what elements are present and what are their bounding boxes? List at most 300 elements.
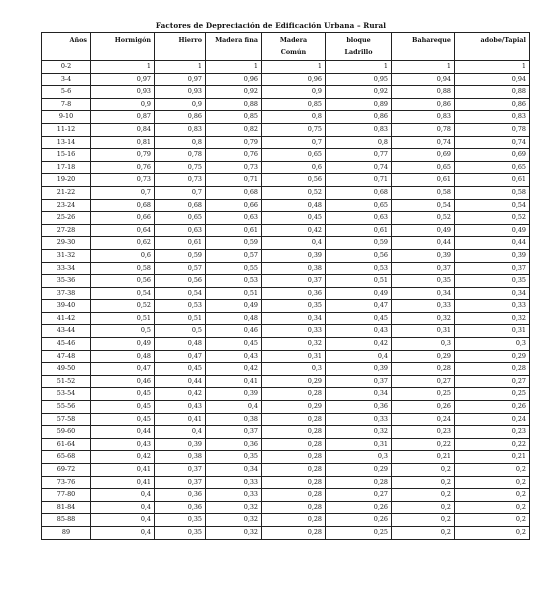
table-row: [42, 501, 530, 514]
age-range-cell: 53-54: [42, 388, 91, 401]
table-row: [42, 413, 530, 426]
factor-cell: 0,22: [455, 438, 530, 451]
factor-cell: 0,51: [326, 275, 392, 288]
age-range-cell: 11-12: [42, 123, 91, 136]
factor-cell: 0,79: [206, 136, 262, 149]
factor-cell: 0,43: [91, 438, 155, 451]
age-range-cell: 19-20: [42, 174, 91, 187]
header-row: [42, 33, 530, 61]
factor-cell: 0,33: [206, 489, 262, 502]
factor-cell: 0,83: [392, 111, 455, 124]
factor-cell: 0,4: [155, 426, 206, 439]
factor-cell: 0,32: [455, 312, 530, 325]
factor-cell: 0,4: [326, 350, 392, 363]
factor-cell: 0,38: [155, 451, 206, 464]
factor-cell: 0,9: [91, 98, 155, 111]
age-range-cell: 29-30: [42, 237, 91, 250]
table-row: [42, 98, 530, 111]
table-row: [42, 212, 530, 225]
header-hormigon: Hormigón: [91, 33, 155, 61]
factor-cell: 0,92: [326, 86, 392, 99]
factor-cell: 0,44: [455, 237, 530, 250]
factor-cell: 0,4: [91, 514, 155, 527]
factor-cell: 0,33: [262, 325, 326, 338]
table-row: [42, 401, 530, 414]
factor-cell: 0,35: [155, 514, 206, 527]
factor-cell: 0,32: [206, 514, 262, 527]
factor-cell: 0,63: [326, 212, 392, 225]
factor-cell: 0,52: [455, 212, 530, 225]
header-bloque-ladrillo: bloque Ladrillo: [326, 33, 392, 61]
factor-cell: 0,77: [326, 149, 392, 162]
factor-cell: 0,35: [392, 275, 455, 288]
factor-cell: 0,47: [326, 300, 392, 313]
factor-cell: 0,54: [91, 287, 155, 300]
factor-cell: 0,28: [262, 514, 326, 527]
factor-cell: 0,52: [392, 212, 455, 225]
factor-cell: 0,53: [155, 300, 206, 313]
factor-cell: 1: [262, 61, 326, 74]
factor-cell: 0,33: [392, 300, 455, 313]
factor-cell: 0,4: [206, 401, 262, 414]
factor-cell: 0,4: [91, 501, 155, 514]
factor-cell: 0,28: [262, 501, 326, 514]
factor-cell: 0,39: [262, 249, 326, 262]
factor-cell: 0,95: [326, 73, 392, 86]
factor-cell: 0,83: [455, 111, 530, 124]
factor-cell: 0,29: [262, 375, 326, 388]
factor-cell: 0,39: [206, 388, 262, 401]
table-row: [42, 476, 530, 489]
factor-cell: 0,83: [326, 123, 392, 136]
factor-cell: 0,41: [206, 375, 262, 388]
factor-cell: 0,73: [206, 161, 262, 174]
factor-cell: 0,57: [155, 262, 206, 275]
factor-cell: 0,2: [455, 489, 530, 502]
factor-cell: 0,63: [206, 212, 262, 225]
factor-cell: 0,36: [326, 401, 392, 414]
factor-cell: 0,78: [455, 123, 530, 136]
factor-cell: 0,86: [392, 98, 455, 111]
factor-cell: 0,66: [206, 199, 262, 212]
factor-cell: 0,52: [262, 186, 326, 199]
factor-cell: 0,88: [455, 86, 530, 99]
factor-cell: 0,44: [392, 237, 455, 250]
table-row: [42, 73, 530, 86]
factor-cell: 0,23: [392, 426, 455, 439]
factor-cell: 0,94: [392, 73, 455, 86]
factor-cell: 0,58: [455, 186, 530, 199]
age-range-cell: 17-18: [42, 161, 91, 174]
factor-cell: 0,9: [262, 86, 326, 99]
factor-cell: 0,85: [206, 111, 262, 124]
factor-cell: 0,61: [392, 174, 455, 187]
factor-cell: 0,37: [206, 426, 262, 439]
factor-cell: 0,29: [392, 350, 455, 363]
age-range-cell: 57-58: [42, 413, 91, 426]
table-row: [42, 375, 530, 388]
factor-cell: 0,64: [91, 224, 155, 237]
factor-cell: 0,2: [455, 476, 530, 489]
factor-cell: 0,28: [262, 464, 326, 477]
factor-cell: 0,27: [455, 375, 530, 388]
age-range-cell: 45-46: [42, 338, 91, 351]
factor-cell: 0,82: [206, 123, 262, 136]
factor-cell: 0,58: [392, 186, 455, 199]
factor-cell: 0,25: [455, 388, 530, 401]
table-row: [42, 489, 530, 502]
factor-cell: 0,33: [455, 300, 530, 313]
factor-cell: 1: [455, 61, 530, 74]
factor-cell: 0,59: [326, 237, 392, 250]
factor-cell: 0,23: [455, 426, 530, 439]
factor-cell: 0,4: [91, 489, 155, 502]
factor-cell: 0,21: [455, 451, 530, 464]
factor-cell: 0,49: [455, 224, 530, 237]
factor-cell: 0,49: [326, 287, 392, 300]
factor-cell: 0,34: [455, 287, 530, 300]
factor-cell: 0,2: [392, 514, 455, 527]
age-range-cell: 39-40: [42, 300, 91, 313]
factor-cell: 0,49: [392, 224, 455, 237]
factor-cell: 0,7: [91, 186, 155, 199]
factor-cell: 0,75: [262, 123, 326, 136]
factor-cell: 0,85: [262, 98, 326, 111]
factor-cell: 0,3: [262, 363, 326, 376]
factor-cell: 0,28: [262, 438, 326, 451]
factor-cell: 0,39: [326, 363, 392, 376]
age-range-cell: 47-48: [42, 350, 91, 363]
factor-cell: 0,48: [262, 199, 326, 212]
factor-cell: 0,78: [392, 123, 455, 136]
factor-cell: 0,65: [262, 149, 326, 162]
factor-cell: 0,44: [91, 426, 155, 439]
table-row: [42, 275, 530, 288]
factor-cell: 0,51: [206, 287, 262, 300]
factor-cell: 0,28: [262, 489, 326, 502]
factor-cell: 0,32: [206, 526, 262, 539]
factor-cell: 0,27: [326, 489, 392, 502]
factor-cell: 0,68: [326, 186, 392, 199]
factor-cell: 0,51: [91, 312, 155, 325]
table-row: [42, 86, 530, 99]
depreciation-table: [41, 32, 530, 540]
table-row: [42, 451, 530, 464]
table-row: [42, 526, 530, 539]
factor-cell: 0,2: [392, 476, 455, 489]
factor-cell: 0,73: [155, 174, 206, 187]
factor-cell: 0,47: [91, 363, 155, 376]
factor-cell: 0,86: [455, 98, 530, 111]
factor-cell: 0,89: [326, 98, 392, 111]
factor-cell: 0,37: [392, 262, 455, 275]
factor-cell: 0,28: [262, 451, 326, 464]
factor-cell: 0,97: [91, 73, 155, 86]
table-row: [42, 312, 530, 325]
factor-cell: 0,26: [392, 401, 455, 414]
factor-cell: 0,45: [206, 338, 262, 351]
factor-cell: 0,46: [206, 325, 262, 338]
factor-cell: 0,28: [392, 363, 455, 376]
age-range-cell: 55-56: [42, 401, 91, 414]
age-range-cell: 21-22: [42, 186, 91, 199]
factor-cell: 0,45: [326, 312, 392, 325]
table-row: [42, 111, 530, 124]
table-row: [42, 237, 530, 250]
factor-cell: 0,39: [392, 249, 455, 262]
factor-cell: 1: [91, 61, 155, 74]
table-row: [42, 61, 530, 74]
factor-cell: 0,42: [262, 224, 326, 237]
factor-cell: 0,88: [392, 86, 455, 99]
factor-cell: 0,47: [155, 350, 206, 363]
header-adobe-tapial: adobe/Tapial: [455, 33, 530, 61]
table-row: [42, 300, 530, 313]
age-range-cell: 13-14: [42, 136, 91, 149]
factor-cell: 0,3: [455, 338, 530, 351]
table-row: [42, 174, 530, 187]
factor-cell: 0,87: [91, 111, 155, 124]
factor-cell: 0,41: [91, 476, 155, 489]
table-row: [42, 149, 530, 162]
factor-cell: 0,43: [326, 325, 392, 338]
factor-cell: 0,35: [262, 300, 326, 313]
factor-cell: 0,96: [262, 73, 326, 86]
factor-cell: 0,41: [91, 464, 155, 477]
factor-cell: 0,65: [455, 161, 530, 174]
age-range-cell: 61-64: [42, 438, 91, 451]
factor-cell: 0,34: [326, 388, 392, 401]
table-row: [42, 338, 530, 351]
factor-cell: 0,45: [91, 401, 155, 414]
table-row: [42, 186, 530, 199]
age-range-cell: 23-24: [42, 199, 91, 212]
table-row: [42, 224, 530, 237]
factor-cell: 0,56: [262, 174, 326, 187]
factor-cell: 0,52: [91, 300, 155, 313]
factor-cell: 0,54: [392, 199, 455, 212]
factor-cell: 0,61: [155, 237, 206, 250]
age-range-cell: 37-38: [42, 287, 91, 300]
factor-cell: 0,74: [455, 136, 530, 149]
factor-cell: 0,45: [91, 388, 155, 401]
factor-cell: 0,36: [262, 287, 326, 300]
factor-cell: 0,2: [455, 501, 530, 514]
factor-cell: 0,21: [392, 451, 455, 464]
factor-cell: 0,26: [326, 501, 392, 514]
factor-cell: 0,49: [91, 338, 155, 351]
header-madera-comun: Madera Común: [262, 33, 326, 61]
factor-cell: 0,8: [155, 136, 206, 149]
factor-cell: 0,56: [155, 275, 206, 288]
table-row: [42, 388, 530, 401]
factor-cell: 0,37: [455, 262, 530, 275]
age-range-cell: 31-32: [42, 249, 91, 262]
factor-cell: 0,75: [155, 161, 206, 174]
factor-cell: 0,49: [206, 300, 262, 313]
age-range-cell: 51-52: [42, 375, 91, 388]
age-range-cell: 73-76: [42, 476, 91, 489]
factor-cell: 0,44: [155, 375, 206, 388]
factor-cell: 0,61: [455, 174, 530, 187]
factor-cell: 0,65: [392, 161, 455, 174]
factor-cell: 0,5: [155, 325, 206, 338]
factor-cell: 0,74: [392, 136, 455, 149]
factor-cell: 0,93: [155, 86, 206, 99]
factor-cell: 0,54: [455, 199, 530, 212]
table-row: [42, 136, 530, 149]
factor-cell: 0,37: [326, 375, 392, 388]
factor-cell: 0,31: [455, 325, 530, 338]
factor-cell: 0,74: [326, 161, 392, 174]
factor-cell: 1: [392, 61, 455, 74]
factor-cell: 0,32: [326, 426, 392, 439]
factor-cell: 0,34: [392, 287, 455, 300]
factor-cell: 0,59: [206, 237, 262, 250]
factor-cell: 0,61: [326, 224, 392, 237]
table-row: [42, 438, 530, 451]
factor-cell: 0,71: [326, 174, 392, 187]
factor-cell: 0,76: [206, 149, 262, 162]
factor-cell: 0,68: [206, 186, 262, 199]
factor-cell: 0,8: [326, 136, 392, 149]
factor-cell: 0,36: [206, 438, 262, 451]
factor-cell: 0,36: [155, 489, 206, 502]
table-body: [42, 61, 530, 540]
factor-cell: 0,3: [392, 338, 455, 351]
table-row: [42, 123, 530, 136]
table-row: [42, 262, 530, 275]
factor-cell: 0,42: [91, 451, 155, 464]
factor-cell: 0,48: [206, 312, 262, 325]
factor-cell: 0,43: [155, 401, 206, 414]
factor-cell: 0,97: [155, 73, 206, 86]
factor-cell: 0,2: [455, 464, 530, 477]
factor-cell: 0,65: [155, 212, 206, 225]
factor-cell: 0,58: [91, 262, 155, 275]
factor-cell: 0,25: [326, 526, 392, 539]
factor-cell: 0,83: [155, 123, 206, 136]
factor-cell: 0,45: [155, 363, 206, 376]
age-range-cell: 5-6: [42, 86, 91, 99]
factor-cell: 0,78: [155, 149, 206, 162]
factor-cell: 0,66: [91, 212, 155, 225]
table-row: [42, 161, 530, 174]
factor-cell: 0,53: [206, 275, 262, 288]
age-range-cell: 49-50: [42, 363, 91, 376]
factor-cell: 0,9: [155, 98, 206, 111]
factor-cell: 0,36: [155, 501, 206, 514]
table-row: [42, 325, 530, 338]
factor-cell: 0,2: [392, 526, 455, 539]
factor-cell: 0,93: [91, 86, 155, 99]
age-range-cell: 89: [42, 526, 91, 539]
factor-cell: 0,57: [206, 249, 262, 262]
factor-cell: 0,24: [455, 413, 530, 426]
factor-cell: 0,28: [455, 363, 530, 376]
factor-cell: 0,61: [206, 224, 262, 237]
factor-cell: 0,53: [326, 262, 392, 275]
header-bahareque: Bahareque: [392, 33, 455, 61]
factor-cell: 0,28: [326, 476, 392, 489]
factor-cell: 0,86: [155, 111, 206, 124]
factor-cell: 0,43: [206, 350, 262, 363]
factor-cell: 0,37: [262, 275, 326, 288]
factor-cell: 0,28: [262, 388, 326, 401]
table-row: [42, 514, 530, 527]
factor-cell: 0,42: [206, 363, 262, 376]
factor-cell: 0,51: [155, 312, 206, 325]
table-row: [42, 287, 530, 300]
factor-cell: 0,37: [155, 464, 206, 477]
factor-cell: 0,31: [392, 325, 455, 338]
factor-cell: 1: [206, 61, 262, 74]
factor-cell: 0,86: [326, 111, 392, 124]
factor-cell: 1: [326, 61, 392, 74]
table-title: Factores de Depreciación de Edificación Urbana – Rural: [155, 21, 387, 30]
table-row: [42, 363, 530, 376]
factor-cell: 0,35: [455, 275, 530, 288]
factor-cell: 0,69: [455, 149, 530, 162]
age-range-cell: 35-36: [42, 275, 91, 288]
factor-cell: 0,73: [91, 174, 155, 187]
factor-cell: 0,31: [262, 350, 326, 363]
factor-cell: 0,48: [91, 350, 155, 363]
factor-cell: 0,71: [206, 174, 262, 187]
factor-cell: 0,4: [91, 526, 155, 539]
factor-cell: 0,69: [392, 149, 455, 162]
factor-cell: 0,45: [91, 413, 155, 426]
factor-cell: 0,26: [326, 514, 392, 527]
factor-cell: 0,42: [326, 338, 392, 351]
factor-cell: 0,32: [392, 312, 455, 325]
factor-cell: 0,84: [91, 123, 155, 136]
factor-cell: 0,68: [91, 199, 155, 212]
factor-cell: 0,8: [262, 111, 326, 124]
factor-cell: 0,38: [206, 413, 262, 426]
factor-cell: 0,65: [326, 199, 392, 212]
table-row: [42, 199, 530, 212]
factor-cell: 0,88: [206, 98, 262, 111]
factor-cell: 0,54: [155, 287, 206, 300]
factor-cell: 0,35: [206, 451, 262, 464]
age-range-cell: 15-16: [42, 149, 91, 162]
factor-cell: 0,5: [91, 325, 155, 338]
factor-cell: 0,59: [155, 249, 206, 262]
factor-cell: 0,33: [326, 413, 392, 426]
factor-cell: 0,34: [262, 312, 326, 325]
header-hierro: Hierro: [155, 33, 206, 61]
factor-cell: 0,28: [262, 426, 326, 439]
factor-cell: 0,29: [326, 464, 392, 477]
age-range-cell: 85-88: [42, 514, 91, 527]
factor-cell: 0,2: [392, 489, 455, 502]
factor-cell: 0,3: [326, 451, 392, 464]
age-range-cell: 25-26: [42, 212, 91, 225]
age-range-cell: 3-4: [42, 73, 91, 86]
factor-cell: 0,56: [326, 249, 392, 262]
factor-cell: 1: [155, 61, 206, 74]
factor-cell: 0,46: [91, 375, 155, 388]
factor-cell: 0,96: [206, 73, 262, 86]
factor-cell: 0,7: [155, 186, 206, 199]
age-range-cell: 27-28: [42, 224, 91, 237]
age-range-cell: 77-80: [42, 489, 91, 502]
factor-cell: 0,76: [91, 161, 155, 174]
age-range-cell: 43-44: [42, 325, 91, 338]
factor-cell: 0,55: [206, 262, 262, 275]
factor-cell: 0,29: [262, 401, 326, 414]
